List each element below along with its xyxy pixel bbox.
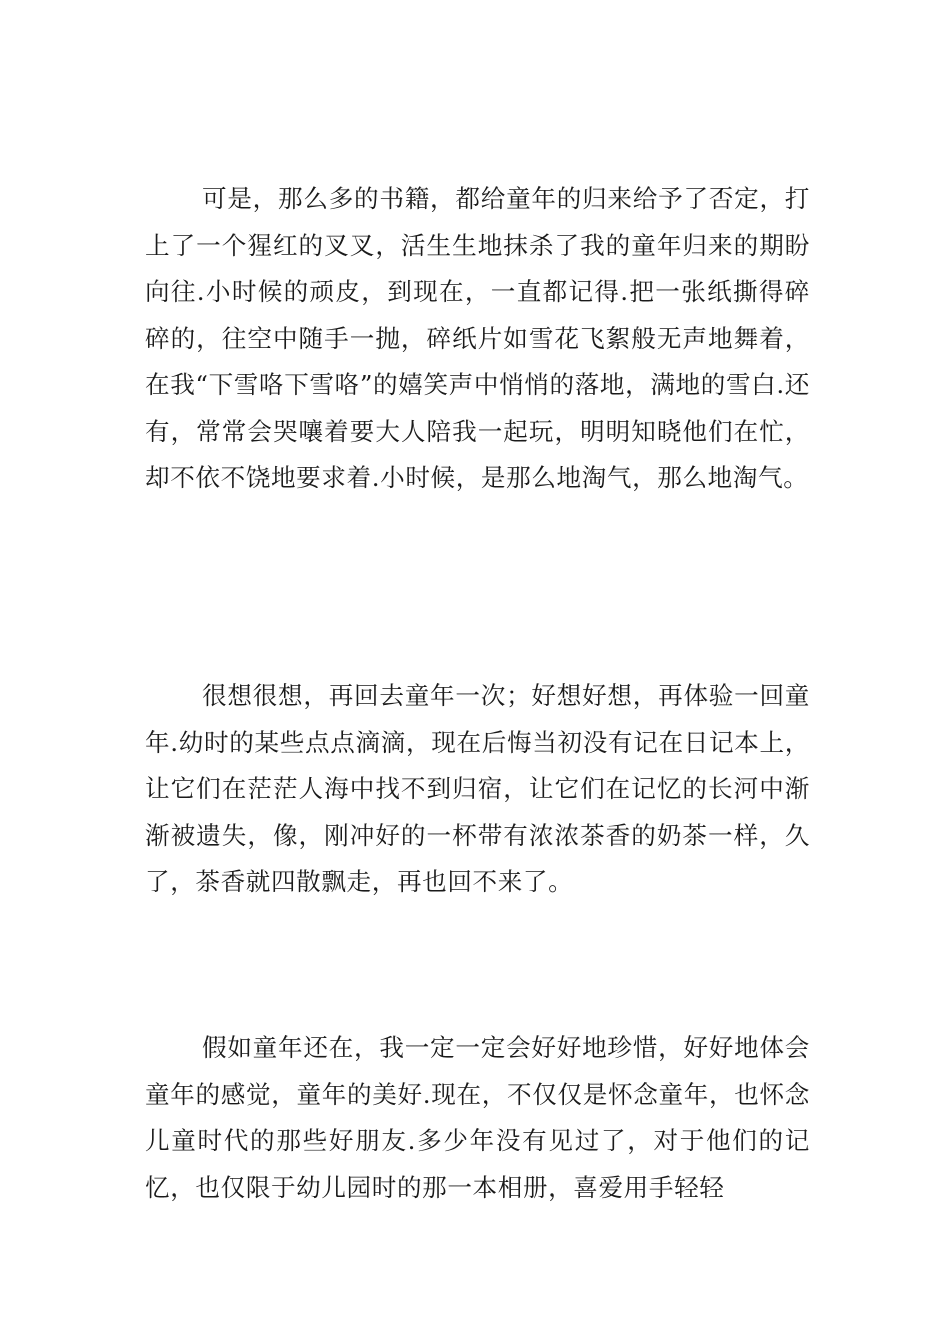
paragraph-1: 可是，那么多的书籍，都给童年的归来给予了否定，打上了一个猩红的叉叉，活生生地抹杀了我的童年归来的期盼向往.小时候的顽皮，到现在，一直都记得.把一张纸撕得碎碎的，往空中随手一抛，碎纸片如雪花飞絮般无声地舞着，在我“下雪咯下雪咯”的嬉笑声中悄悄的落地，满地的雪白.还有，常常会哭嚷着要大人陪我一起玩，明明知晓他们在忙，却不依不饶地要求着.小时候，是那么地淘气，那么地淘气。 <box>145 184 810 492</box>
paragraph-2: 很想很想，再回去童年一次；好想好想，再体验一回童年.幼时的某些点点滴滴，现在后悔当初没有记在日记本上，让它们在茫茫人海中找不到归宿，让它们在记忆的长河中渐渐被遗失，像，刚冲好的一杯带有浓浓茶香的奶茶一样，久了，茶香就四散飘走，再也回不来了。 <box>145 681 810 896</box>
paragraph-3: 假如童年还在，我一定一定会好好地珍惜，好好地体会童年的感觉，童年的美好.现在，不仅仅是怀念童年，也怀念儿童时代的那些好朋友.多少年没有见过了，对于他们的记忆，也仅限于幼儿园时的那一本相册，喜爱用手轻轻 <box>145 1033 810 1202</box>
